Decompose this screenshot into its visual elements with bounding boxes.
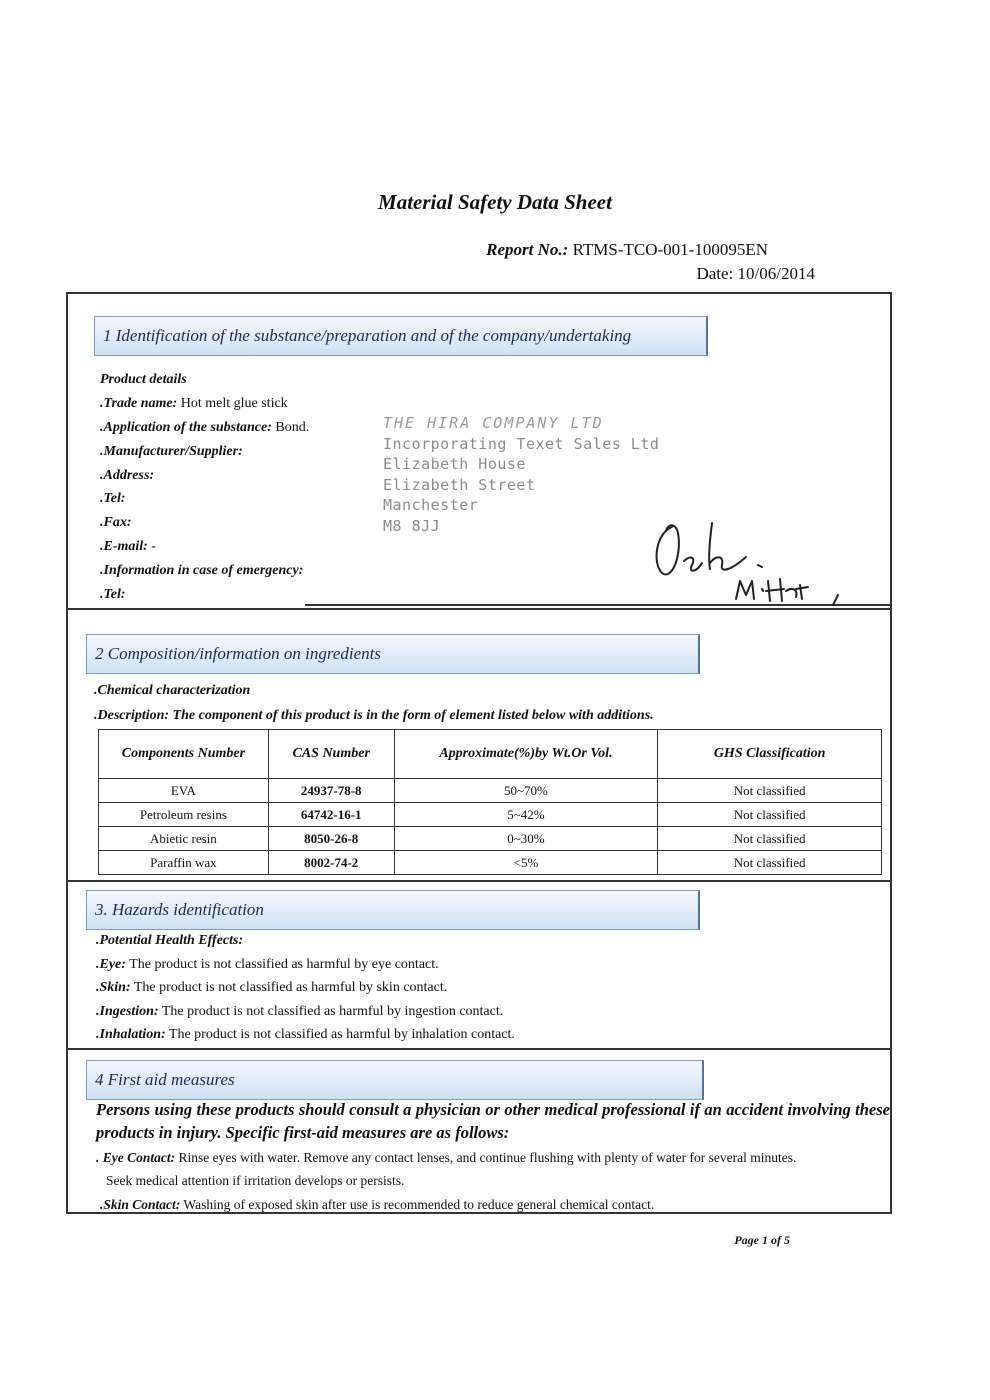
table-cell: Not classified [658,779,882,803]
table-row [99,779,882,803]
eye-contact-text: Rinse eyes with water. Remove any contact lenses, and continue flushing with plenty of water for several minutes. [178,1150,797,1165]
tel2-row [100,587,126,603]
table-row [99,803,882,827]
tel-label: .Tel: [100,491,126,506]
table-cell: 8050-26-8 [268,827,394,851]
company-stamp-line3: Elizabeth Street [383,475,536,494]
chemical-characterization-label: .Chemical characterization [94,683,251,698]
section3-heading: 3. Hazards identification [86,890,700,930]
address-row [100,468,154,484]
table-header-cell: Components Number [99,730,269,779]
skin-text: The product is not classified as harmful by skin contact. [133,980,448,995]
table-header-cell: GHS Classification [658,730,882,779]
table-cell: Petroleum resins [99,803,269,827]
table-cell: 64742-16-1 [268,803,394,827]
table-cell: Not classified [658,803,882,827]
first-aid-intro: Persons using these products should consult a physician or other medical professional if an accident involving these products in injury. Specific first-aid measures are as follows: [96,1100,890,1142]
manufacturer-label: .Manufacturer/Supplier: [100,444,243,459]
section2-heading: 2 Composition/information on ingredients [86,634,700,674]
company-stamp [383,413,659,536]
application-row [100,420,309,436]
components-table [98,729,882,875]
skin-contact-label: .Skin Contact: [100,1197,181,1212]
report-date [696,264,815,284]
report-date-label: Date: [696,264,734,283]
table-cell: EVA [99,779,269,803]
company-stamp-name: THE HIRA COMPANY LTD [383,414,604,432]
tel2-label: .Tel: [100,587,126,602]
table-cell: 24937-78-8 [268,779,394,803]
table-cell: 50~70% [394,779,658,803]
table-cell: Paraffin wax [99,851,269,875]
product-details-text: Product details [100,372,187,387]
emergency-label: .Information in case of emergency: [100,563,304,578]
company-stamp-line5: M8 8JJ [383,516,441,535]
manufacturer-row [100,444,243,460]
company-stamp-line4: Manchester [383,496,479,514]
eye-contact-continued [106,1173,404,1189]
section-divider-2 [66,880,892,882]
report-number-label: Report No.: [486,240,569,259]
table-cell: 0~30% [394,827,658,851]
eye-contact-row [96,1150,796,1166]
inhalation-text: The product is not classified as harmful by inhalation contact. [168,1027,515,1042]
emergency-row [100,563,303,579]
email-row [100,539,156,555]
email-label: .E-mail: - [100,539,156,554]
report-number [486,240,768,260]
table-cell: Not classified [658,827,882,851]
table-cell: Abietic resin [99,827,269,851]
table-row [99,827,882,851]
address-label: .Address: [100,468,155,483]
product-details-label [100,372,187,388]
inhalation-label: .Inhalation: [96,1027,166,1042]
description-row [94,708,654,724]
report-number-value: RTMS-TCO-001-100095EN [572,240,768,259]
description-text: .Description: The component of this product is in the form of element listed below with additions. [94,708,654,723]
trade-name-row [100,396,288,412]
trade-name-label: .Trade name: [100,396,178,411]
eye-row [96,957,439,973]
chemical-characterization-row [94,683,250,699]
section1-heading: 1 Identification of the substance/preparation and of the company/undertaking [94,316,708,356]
section-divider-3 [66,1048,892,1050]
section4-heading: 4 First aid measures [86,1060,704,1100]
skin-contact-text: Washing of exposed skin after use is recommended to reduce general chemical contact. [183,1197,655,1212]
inhalation-row [96,1027,515,1043]
skin-label: .Skin: [96,980,131,995]
ingestion-row [96,1004,503,1020]
handwritten-signature [650,515,860,610]
fax-row [100,515,132,531]
skin-row [96,980,447,996]
table-row [99,851,882,875]
eye-text: The product is not classified as harmful by eye contact. [129,957,439,972]
trade-name-value: Hot melt glue stick [180,396,288,411]
eye-label: .Eye: [96,957,126,972]
report-date-value: 10/06/2014 [737,264,815,283]
eye-contact-continued-text: Seek medical attention if irritation develops or persists. [106,1173,405,1188]
table-header-cell: CAS Number [268,730,394,779]
table-cell: <5% [394,851,658,875]
table-header-cell: Approximate(%)by Wt.Or Vol. [394,730,658,779]
table-cell: 8002-74-2 [268,851,394,875]
company-stamp-line2: Elizabeth House [383,455,526,473]
company-stamp-line1: Incorporating Texet Sales Ltd [383,434,660,453]
fax-label: .Fax: [100,515,132,530]
ingestion-label: .Ingestion: [96,1004,159,1019]
tel-row [100,491,126,507]
skin-contact-row [100,1197,654,1213]
potential-effects-label: .Potential Health Effects: [96,933,244,948]
ingestion-text: The product is not classified as harmful by ingestion contact. [161,1004,504,1019]
application-value: Bond. [275,420,310,435]
table-cell: Not classified [658,851,882,875]
document-title: Material Safety Data Sheet [378,190,612,214]
table-cell: 5~42% [394,803,658,827]
eye-contact-label: . Eye Contact: [96,1150,176,1165]
potential-effects-row [96,933,243,949]
page-number: Page 1 of 5 [734,1233,790,1247]
table-header-row [99,730,882,779]
application-label: .Application of the substance: [100,420,272,435]
